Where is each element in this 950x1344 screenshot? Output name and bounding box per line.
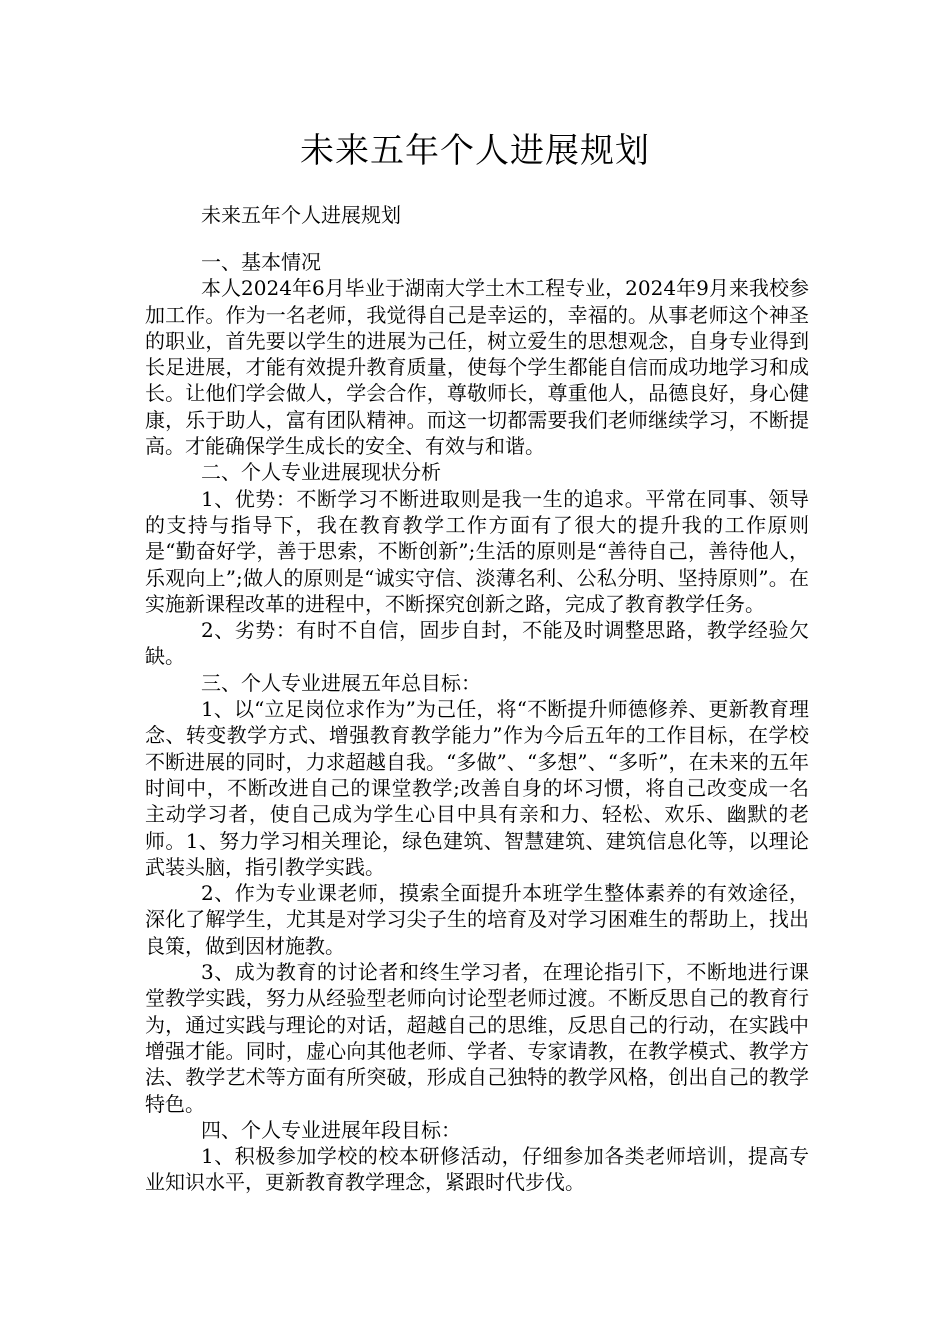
- paragraph-basic-info: 本人2024年6月毕业于湖南大学土木工程专业，2024年9月来我校参加工作。作为一名老师，我觉得自己是幸运的，幸福的。从事老师这个神圣的职业，首先要以学生的进展为己任，树立爱生的思想观念，自身专业得到长足进展，才能有效提升教育质量，使每个学生都能自信而成功地学习和成长。让他们学会做人，学会合作，尊敬师长，尊重他人，品德良好，身心健康，乐于助人，富有团队精神。而这一切都需要我们老师继续学习，不断提高。才能确保学生成长的安全、有效与和谐。: [145, 276, 809, 459]
- paragraph-weaknesses: 2、劣势：有时不自信，固步自封，不能及时调整思路，教学经验欠缺。: [145, 618, 809, 669]
- paragraph-goal-1: 1、以“立足岗位求作为”为己任，将“不断提升师德修养、更新教育理念、转变教学方式、增强教育教学能力”作为今后五年的工作目标，在学校不断进展的同时，力求超越自我。“多做”、“多想”、“多听”，在未来的五年时间中，不断改进自己的课堂教学;改善自身的坏习惯，将自己改变成一名主动学习者，使自己成为学生心目中具有亲和力、轻松、欢乐、幽默的老师。1、努力学习相关理论，绿色建筑、智慧建筑、建筑信息化等，以理论武装头脑，指引教学实践。: [145, 697, 809, 879]
- document-subtitle: 未来五年个人进展规划: [201, 203, 401, 227]
- document-body: [145, 249, 809, 1196]
- paragraph-goal-2: 2、作为专业课老师，摸索全面提升本班学生整体素养的有效途径，深化了解学生，尤其是对学习尖子生的培育及对学习困难生的帮助上，找出良策，做到因材施教。: [145, 881, 809, 958]
- section-heading-basic-info: 一、基本情况: [201, 250, 321, 274]
- section-heading-status-analysis: 二、个人专业进展现状分析: [201, 460, 441, 485]
- section-heading-stage-goals: 四、个人专业进展年段目标：: [201, 1117, 461, 1142]
- paragraph-stage-goal-1: 1、积极参加学校的校本研修活动，仔细参加各类老师培训，提高专业知识水平，更新教育教学理念，紧跟时代步伐。: [145, 1144, 809, 1195]
- section-heading-overall-goals: 三、个人专业进展五年总目标：: [201, 670, 481, 695]
- paragraph-strengths: 1、优势：不断学习不断进取则是我一生的追求。平常在同事、领导的支持与指导下，我在教育教学工作方面有了很大的提升我的工作原则是“勤奋好学，善于思索，不断创新”;生活的原则是“善待自己，善待他人，乐观向上”;做人的原则是“诚实守信、淡薄名利、公私分明、坚持原则”。在实施新课程改革的进程中，不断探究创新之路，完成了教育教学任务。: [145, 486, 809, 616]
- document-title: 未来五年个人进展规划: [300, 131, 650, 171]
- paragraph-goal-3: 3、成为教育的讨论者和终生学习者，在理论指引下，不断地进行课堂教学实践，努力从经验型老师向讨论型老师过渡。不断反思自己的教育行为，通过实践与理论的对话，超越自己的思维，反思自己的行动，在实践中增强才能。同时，虚心向其他老师、学者、专家请教，在教学模式、教学方法、教学艺术等方面有所突破，形成自己独特的教学风格，创出自己的教学特色。: [145, 960, 809, 1116]
